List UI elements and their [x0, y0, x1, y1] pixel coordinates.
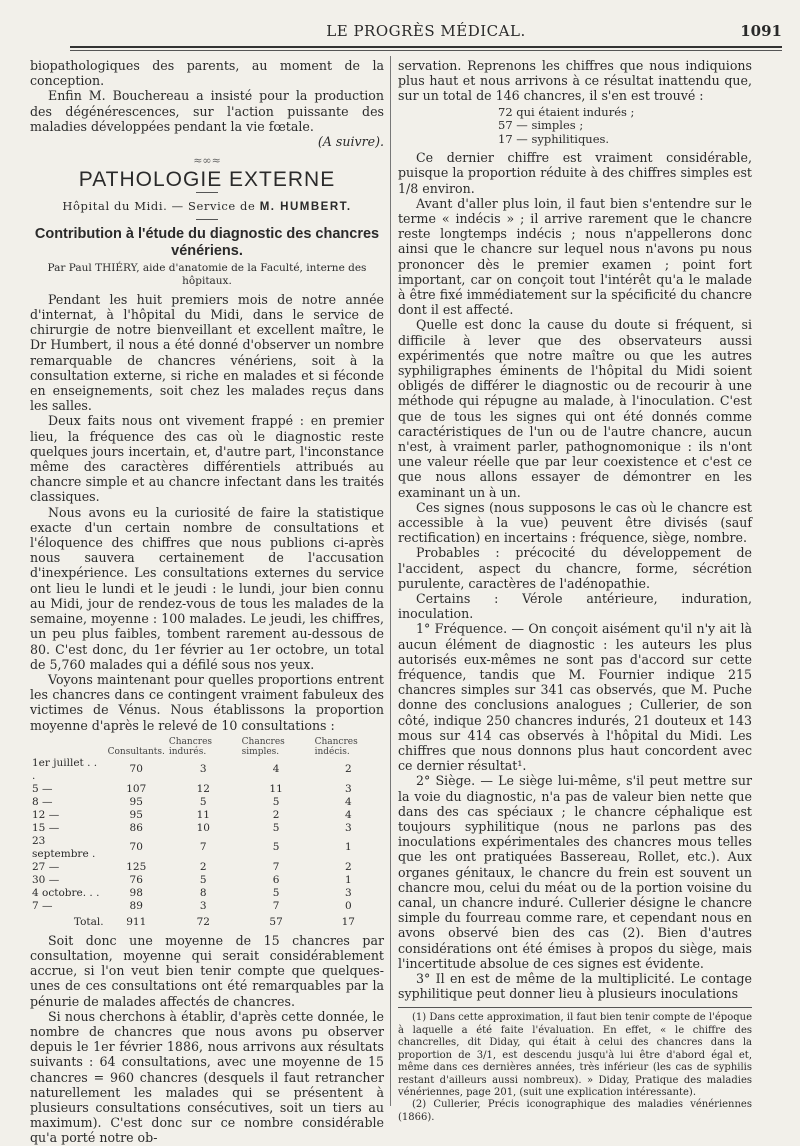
table-cell: 4 [344, 808, 352, 821]
footnotes [398, 1012, 752, 1124]
table-cell: 5 [272, 821, 280, 834]
table-cell: 3 [199, 899, 207, 912]
table-row [30, 796, 384, 809]
table-total-row [30, 913, 384, 929]
table-cell-date: 27 — [32, 860, 60, 873]
body-paragraph: Avant d'aller plus loin, il faut bien s'entendre sur le terme « indécis » ; il arrive rarement que le chancre reste longtemps indécis ; nous n'appellerons donc ainsi que le chancre sur lequel nous n'avons pu nous prononcer dès le premier examen ; point fort important, car on conçoit tout l'intérêt qu'a le malade à être fixé immédiatement sur la spécificité du chancre dont il est affecté. [398, 195, 752, 318]
table-total-cell: 57 [269, 915, 283, 928]
table-cell-date: 5 — [32, 782, 53, 795]
table-cell: 3 [199, 763, 207, 776]
table-row [30, 900, 384, 913]
a-suivre-text: (A suivre). [317, 134, 384, 150]
table-cell: 3 [344, 782, 352, 795]
table-header: Chancres indurés. [168, 736, 213, 757]
table-row [30, 783, 384, 796]
service-line [30, 199, 384, 215]
table-cell: 0 [344, 899, 352, 912]
service-line-name: M. HUMBERT. [259, 200, 352, 213]
short-rule-2 [196, 219, 218, 220]
table-cell: 3 [344, 821, 352, 834]
table-row [30, 757, 384, 783]
table-header [30, 737, 106, 757]
list-item: 57 — simples ; [498, 118, 584, 133]
body-paragraph: Si nous cherchons à établir, d'après cette donnée, le nombre de chancres que nous avons pu observer depuis le 1er février 1886, nous arrivons aux résultats suivants : 64 consultations, avec une moyenne de 15 chancres = 960 chancres (desquels il faut retrancher naturellement les malades qui se présentent à plusieurs consultations consécutives, soit un tiers au maximum). C'est donc sur ce nombre considérable qu'a porté notre ob- [30, 1008, 384, 1146]
body-paragraph: Probables : précocité du développement de l'accident, aspect du chancre, forme, sécrétion purulente, caractères de l'adénopathie. [398, 545, 752, 591]
table-header: Consultants. [107, 746, 165, 757]
ornament-divider: ≈∞≈ [193, 154, 221, 168]
footnote: (2) Cullerier, Précis iconographique des maladies vénériennes (1866). [398, 1099, 752, 1123]
body-paragraph: 2° Siège. — Le siège lui-même, s'il peut mettre sur la voie du diagnostic, n'a pas de valeur bien nette que dans des cas spéciaux ; le chancre céphalique est toujours syphilitique (nous ne parlons pas des inoculations expérimentales des chancres mous telles que les ont pratiquées Bassereau, Rollet, etc.). Aux organes génitaux, le chancre du frein est souvent un chancre mou, celui du méat ou de la portion voisine du canal, un chancre induré. Cullerier désigne le chancre simple du fourreau comme rare, et cependant nous en avons observé bien des cas (2). Bien d'autres considérations ont été émises à propos du siège, mais l'incertitude absolue de ces signes est évidente. [398, 773, 752, 971]
body-paragraph: Soit donc une moyenne de 15 chancres par consultation, moyenne qui serait considérablement accrue, si l'on veut bien tenir compte que quelques-unes de ces consultations ont été remarquables par la pénurie de malades affectés de chancres. [30, 932, 384, 1009]
table-cell: 3 [344, 886, 352, 899]
table-cell: 98 [129, 886, 143, 899]
body-paragraph: Voyons maintenant pour quelles proportions entrent les chancres dans ce contingent vraiment fabuleux des victimes de Vénus. Nous établissons la proportion moyenne d'après le relevé de 10 consultations : [30, 671, 384, 733]
table-cell: 12 [196, 782, 210, 795]
table-cell: 95 [129, 795, 143, 808]
page-number: 1091 [740, 22, 782, 40]
table-cell: 5 [199, 873, 207, 886]
table-cell: 10 [196, 821, 210, 834]
table-cell: 5 [199, 795, 207, 808]
table-cell-date: 1er juillet . . . [32, 756, 98, 782]
table-total-cell: 17 [341, 915, 355, 928]
table-cell: 70 [129, 841, 143, 854]
table-cell: 6 [272, 873, 280, 886]
table-cell: 2 [344, 860, 352, 873]
chancre-list [498, 106, 752, 147]
a-suivre [30, 134, 384, 149]
table-row [30, 861, 384, 874]
table-cell-date: 23 septembre . [32, 834, 96, 860]
body-paragraph: Certains : Vérole antérieure, induration, inoculation. [398, 591, 752, 622]
table-cell-date: 30 — [32, 873, 60, 886]
short-rule [196, 192, 218, 193]
table-cell: 1 [344, 841, 352, 854]
footnote: (1) Dans cette approximation, il faut bien tenir compte de l'époque à laquelle a été faite l'évaluation. En effet, « le chiffre des chancrelles, dit Diday, qui était à celui des chancres dans la proportion de 3/1, est descendu jusqu'à lui être d'abord égal et, même dans ces dernières années, très inférieur (les cas de syphilis restant d'ailleurs aussi nombreux). » Diday, Pratique des maladies vénériennes, page 201, (suit une explication intéressante). [398, 1012, 752, 1098]
table-cell: 7 [272, 899, 280, 912]
table-cell: 5 [272, 841, 280, 854]
intro-paragraph-1: biopathologiques des parents, au moment de la conception. [30, 58, 384, 89]
table-body [30, 757, 384, 929]
left-column [30, 58, 384, 1146]
body-paragraph: Nous avons eu la curiosité de faire la statistique exacte d'un certain nombre de consultations et l'éloquence des chiffres que nous publions ci-après nous sauvera certainement de l'accusation d'inexpérience. Les consultations externes du service ont lieu le lundi et le jeudi : le lundi, jour bien connu au Midi, jour de rendez-vous de tous les malades de la semaine, moyenne : 100 malades. Le jeudi, les chiffres, un peu plus faibles, tombent rarement au-dessous de 80. C'est donc, du 1er février au 1er octobre, un total de 5,760 malades qui a défilé sous nos yeux. [30, 504, 384, 672]
table-row [30, 874, 384, 887]
intro-paragraph-2: Enfin M. Bouchereau a insisté pour la production des dégénérescences, sur l'action puissante des maladies développées pendant la vie fœtale. [30, 88, 384, 134]
body-paragraph: Quelle est donc la cause du doute si fréquent, si difficile à lever que des observateurs aussi expérimentés que notre maître ou que les autres syphiligraphes éminents de l'hôpital du Midi soient obligés de différer le diagnostic ou de recourir à une méthode qui répugne au malade, à l'inoculation. C'est que de tous les signes qui ont été donnés comme caractéristiques de l'un ou de l'autre chancre, aucun n'est, à vraiment parler, pathognomonique : ils n'ont une valeur réelle que par leur coexistence et c'est ce que nous allons essayer de démontrer en les examinant un à un. [398, 317, 752, 500]
consultation-table [30, 737, 384, 929]
byline: Par Paul THIÉRY, aide d'anatomie de la Faculté, interne des hôpitaux. [47, 261, 367, 287]
table-total-cell: 911 [126, 915, 147, 928]
table-cell: 2 [272, 808, 280, 821]
table-cell: 5 [272, 886, 280, 899]
table-cell: 5 [272, 795, 280, 808]
column-divider [390, 56, 391, 1106]
body-paragraph: 1° Fréquence. — On conçoit aisément qu'il n'y ait là aucun élément de diagnostic : les auteurs les plus autorisés eux-mêmes ne sont pas d'accord sur cette fréquence, tandis que M. Fournier indique 215 chancres simples sur 341 cas observés, que M. Puche donne des conclusions analogues ; Cullerier, de son côté, indique 250 chancres indurés, 21 douteux et 143 mous sur 414 cas observés à l'hôpital du Midi. Les chiffres que nous donnons plus haut concordent avec ce dernier résultat¹. [398, 621, 752, 774]
table-cell-date: 8 — [32, 795, 53, 808]
table-cell-date: 15 — [32, 821, 60, 834]
table-row [30, 809, 384, 822]
body-paragraph: Deux faits nous ont vivement frappé : en premier lieu, la fréquence des cas où le diagnostic reste quelques jours incertain, et, d'autre part, l'inconstance même des caractères différentiels attribués au chancre simple et au chancre infectant dans les traités classiques. [30, 413, 384, 505]
list-item: 72 qui étaient indurés ; [498, 104, 635, 119]
table-cell: 11 [269, 782, 283, 795]
table-cell: 125 [126, 860, 147, 873]
section-title: PATHOLOGIE EXTERNE [78, 168, 336, 192]
header-rule-thin [70, 50, 782, 51]
journal-title: LE PROGRÈS MÉDICAL. [326, 22, 526, 40]
table-cell-date: 12 — [32, 808, 60, 821]
table-total-label: Total. [73, 915, 104, 928]
table-cell: 11 [196, 808, 210, 821]
table-cell: 70 [129, 763, 143, 776]
body-paragraph: servation. Reprenons les chiffres que nous indiquions plus haut et nous arrivons à ce résultat inattendu que, sur un total de 146 chancres, il s'en est trouvé : [398, 58, 752, 104]
article-title: Contribution à l'étude du diagnostic des chancres vénériens. [34, 225, 380, 259]
table-header: Chancres indécis. [314, 736, 358, 757]
table-cell: 107 [126, 782, 147, 795]
table-row [30, 835, 384, 861]
header-rule [70, 46, 782, 48]
table-cell: 4 [272, 763, 280, 776]
table-row [30, 822, 384, 835]
table-header: Chancres simples. [241, 736, 285, 757]
right-column [398, 58, 752, 1124]
table-cell-date: 7 — [32, 899, 53, 912]
page-header [70, 22, 782, 44]
body-paragraph: Ce dernier chiffre est vraiment considérable, puisque la proportion réduite à des chiffres simples est 1/8 environ. [398, 150, 752, 196]
table-cell: 89 [129, 899, 143, 912]
table-cell: 7 [272, 860, 280, 873]
table-cell: 95 [129, 808, 143, 821]
table-row [30, 887, 384, 900]
body-paragraph: Pendant les huit premiers mois de notre année d'internat, à l'hôpital du Midi, dans le service de chirurgie de notre bienveillant et excellent maître, le Dr Humbert, il nous a été donné d'observer un nombre remarquable de chancres vénériens, soit à la consultation externe, si riche en malades et si féconde en enseignements, soit chez les malades reçus dans les salles. [30, 291, 384, 414]
table-cell: 86 [129, 821, 143, 834]
table-cell: 76 [129, 873, 143, 886]
table-cell: 1 [344, 873, 352, 886]
service-line-prefix: Hôpital du Midi. — Service de [62, 198, 256, 213]
table-cell: 8 [199, 886, 207, 899]
list-item: 17 — syphilitiques. [498, 131, 610, 146]
table-cell: 2 [199, 860, 207, 873]
table-total-cell: 72 [196, 915, 210, 928]
table-header-row [30, 737, 384, 757]
table-cell: 7 [199, 841, 207, 854]
body-paragraph: 3° Il en est de même de la multiplicité. Le contage syphilitique peut donner lieu à plusieurs inoculations [398, 971, 752, 1002]
table-cell-date: 4 octobre. . . [32, 886, 100, 899]
table-cell: 2 [344, 763, 352, 776]
footnote-rule [398, 1007, 752, 1008]
table-cell: 4 [344, 795, 352, 808]
body-paragraph: Ces signes (nous supposons le cas où le chancre est accessible à la vue) peuvent être divisés (sauf rectification) en incertains : fréquence, siège, nombre. [398, 499, 752, 546]
